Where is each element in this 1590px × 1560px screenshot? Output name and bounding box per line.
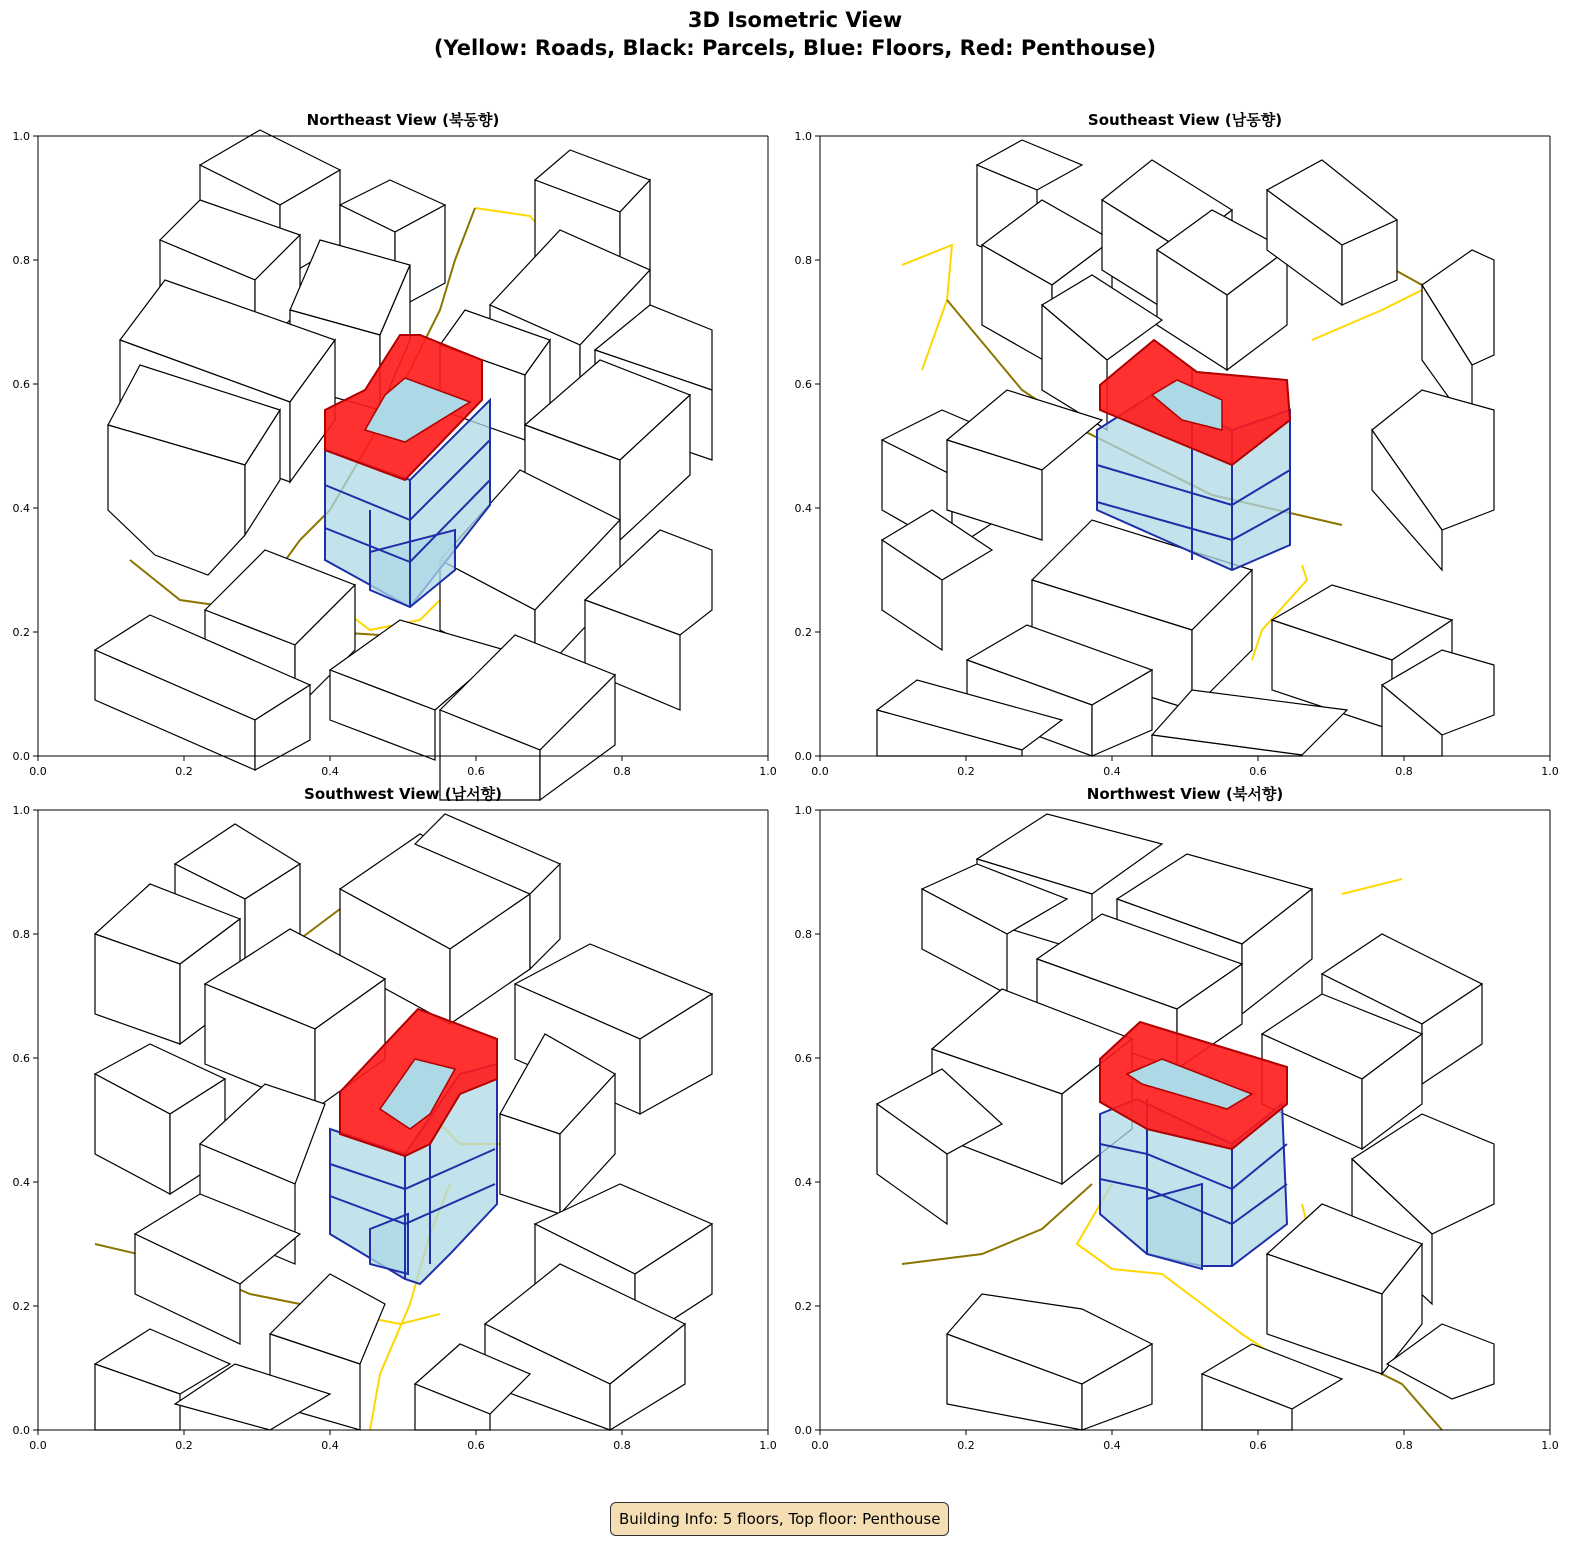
x-tick-label: 0.4	[321, 765, 339, 778]
view-panel-southwest	[0, 784, 780, 1474]
x-tick-label: 0.0	[811, 765, 829, 778]
y-tick-label: 0.4	[12, 1176, 30, 1189]
y-axis	[13, 130, 39, 763]
y-tick-label: 0.6	[794, 378, 812, 391]
x-tick-label: 0.6	[1249, 1439, 1267, 1452]
x-tick-label: 0.6	[467, 1439, 485, 1452]
x-tick-label: 0.4	[321, 1439, 339, 1452]
figure-title	[0, 6, 1590, 62]
view-title-southwest: Southwest View (남서향)	[304, 785, 502, 803]
view-panel-northeast	[0, 110, 780, 800]
figure-title-line2: (Yellow: Roads, Black: Parcels, Blue: Floors, Red: Penthouse)	[433, 36, 1157, 60]
y-tick-label: 0.0	[12, 1424, 30, 1437]
y-tick-label: 1.0	[794, 804, 812, 817]
y-axis	[795, 130, 821, 763]
x-tick-label: 0.0	[29, 765, 47, 778]
x-tick-label: 1.0	[759, 765, 777, 778]
x-tick-label: 0.0	[29, 1439, 47, 1452]
x-tick-label: 1.0	[1541, 765, 1559, 778]
view-title-southeast: Southeast View (남동향)	[1087, 111, 1283, 129]
y-tick-label: 0.2	[794, 1300, 812, 1313]
x-tick-label: 0.4	[1103, 765, 1121, 778]
y-tick-label: 0.0	[12, 750, 30, 763]
figure-title-line1: 3D Isometric View	[687, 8, 903, 32]
y-tick-label: 1.0	[794, 130, 812, 143]
y-tick-label: 1.0	[12, 804, 30, 817]
view-title-northeast: Northeast View (북동향)	[306, 111, 500, 129]
building-info-box: Building Info: 5 floors, Top floor: Penthouse	[610, 1502, 949, 1536]
isometric-plot-southeast	[782, 110, 1562, 800]
isometric-plot-northeast	[0, 110, 780, 800]
y-tick-label: 0.4	[794, 502, 812, 515]
x-tick-label: 0.2	[175, 1439, 193, 1452]
x-tick-label: 0.2	[957, 1439, 975, 1452]
x-tick-label: 0.8	[613, 1439, 631, 1452]
y-tick-label: 0.6	[794, 1052, 812, 1065]
x-tick-label: 0.2	[175, 765, 193, 778]
y-tick-label: 0.4	[794, 1176, 812, 1189]
view-panel-northwest	[782, 784, 1562, 1474]
y-tick-label: 0.8	[12, 254, 30, 267]
x-tick-label: 0.8	[613, 765, 631, 778]
y-tick-label: 0.0	[794, 750, 812, 763]
x-tick-label: 1.0	[1541, 1439, 1559, 1452]
x-tick-label: 0.0	[811, 1439, 829, 1452]
x-tick-label: 0.4	[1103, 1439, 1121, 1452]
y-tick-label: 0.8	[12, 928, 30, 941]
y-tick-label: 0.2	[12, 1300, 30, 1313]
y-tick-label: 0.6	[12, 1052, 30, 1065]
y-tick-label: 0.4	[12, 502, 30, 515]
view-panel-southeast	[782, 110, 1562, 800]
x-tick-label: 0.8	[1395, 1439, 1413, 1452]
target-building	[1100, 1022, 1287, 1269]
y-tick-label: 0.8	[794, 254, 812, 267]
isometric-plot-southwest	[0, 784, 780, 1474]
y-tick-label: 0.6	[12, 378, 30, 391]
x-tick-label: 1.0	[759, 1439, 777, 1452]
y-axis	[795, 804, 821, 1437]
isometric-plot-northwest	[782, 784, 1562, 1474]
y-tick-label: 0.2	[12, 626, 30, 639]
x-tick-label: 0.8	[1395, 765, 1413, 778]
x-tick-label: 0.6	[467, 765, 485, 778]
y-tick-label: 0.2	[794, 626, 812, 639]
view-title-northwest: Northwest View (북서향)	[1086, 785, 1284, 803]
y-tick-label: 1.0	[12, 130, 30, 143]
x-tick-label: 0.2	[957, 765, 975, 778]
y-tick-label: 0.0	[794, 1424, 812, 1437]
y-axis	[13, 804, 39, 1437]
x-tick-label: 0.6	[1249, 765, 1267, 778]
y-tick-label: 0.8	[794, 928, 812, 941]
